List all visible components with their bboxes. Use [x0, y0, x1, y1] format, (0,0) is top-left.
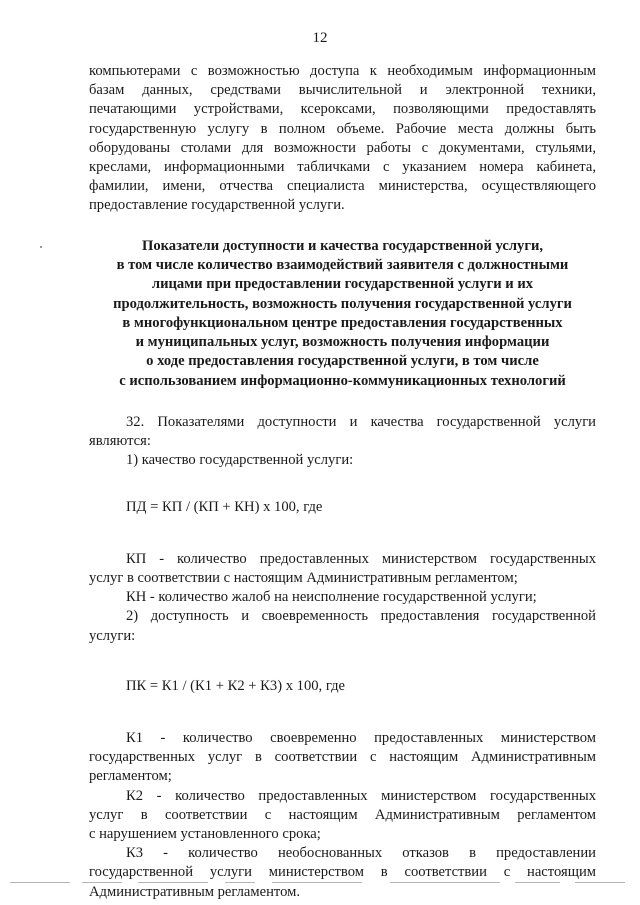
section-heading	[89, 237, 596, 391]
text-line: печатающими устройствами, ксероксами, позволяющими предоставлять	[89, 101, 596, 118]
text-line: базам данных, средствами вычислительной и электронной техники,	[89, 82, 596, 99]
k2-definition	[89, 787, 596, 845]
page-number: 12	[312, 30, 328, 46]
k3-definition	[89, 844, 596, 902]
formula-pd: ПД = КП / (КП + КН) х 100, где	[126, 498, 323, 515]
text-line: К3 - количество необоснованных отказов в предоставлении	[126, 845, 596, 862]
text-line: КП - количество предоставленных министерством государственных	[126, 550, 596, 567]
intro-paragraph	[89, 62, 596, 216]
k1-definition	[89, 729, 596, 787]
heading-line: лицами при предоставлении государственной услуги и их	[151, 276, 534, 293]
text-line: услуг в соответствии с настоящим Административным регламентом	[89, 806, 596, 823]
text-line: государственной услуги министерством в соответствии с настоящим	[89, 864, 596, 881]
formula-pk: ПК = К1 / (К1 + К2 + К3) х 100, где	[126, 677, 345, 694]
heading-line: и муниципальных услуг, возможность получения информации	[135, 334, 550, 351]
heading-line: о ходе предоставления государственной услуги, в том числе	[146, 353, 539, 370]
text-line: государственных услуг в соответствии с настоящим Административным	[89, 749, 596, 766]
text-line: услуги:	[89, 627, 136, 644]
kn-definition: КН - количество жалоб на неисполнение государственной услуги;	[126, 589, 537, 606]
text-line: услуг в соответствии с настоящим Административным регламентом;	[89, 570, 518, 587]
heading-line: продолжительность, возможность получения государственной услуги	[113, 295, 572, 312]
text-line: компьютерами с возможностью доступа к необходимым информационным	[89, 63, 596, 79]
text-line: креслами, информационными табличками с указанием номера кабинета,	[89, 159, 596, 176]
kp-definition	[89, 550, 596, 588]
text-line: фамилии, имени, отчества специалиста министерства, осуществляющего	[89, 178, 596, 195]
heading-line: Показатели доступности и качества государственной услуги,	[141, 237, 544, 254]
text-line: 2) доступность и своевременность предоставления государственной	[126, 608, 596, 625]
text-line: государственную услугу в полном объеме. Рабочие места должны быть	[89, 120, 596, 137]
scan-artifact	[40, 246, 42, 248]
text-line: являются:	[89, 433, 151, 450]
heading-line: с использованием информационно-коммуникационных технологий	[119, 372, 566, 389]
text-line: оборудованы столами для возможности работы с документами, стульями,	[89, 139, 596, 156]
text-line: К2 - количество предоставленных министерством государственных	[126, 787, 596, 804]
item-2-paragraph	[89, 607, 596, 645]
text-line: К1 - количество своевременно предоставленных министерством	[126, 730, 596, 747]
text-line: регламентом;	[89, 768, 172, 785]
heading-line: в многофункциональном центре предоставления государственных	[122, 314, 563, 331]
item-32-paragraph	[89, 413, 596, 451]
text-line: 32. Показателями доступности и качества государственной услуги	[126, 414, 596, 430]
heading-line: в том числе количество взаимодействий заявителя с должностными	[116, 256, 569, 273]
scan-footer-artifacts	[10, 880, 630, 886]
text-line: Административным регламентом.	[89, 883, 301, 900]
document-body	[89, 62, 596, 902]
text-line: предоставление государственной услуги.	[89, 197, 345, 214]
text-line: с нарушением установленного срока;	[89, 826, 321, 843]
item-1-text: 1) качество государственной услуги:	[126, 452, 354, 469]
